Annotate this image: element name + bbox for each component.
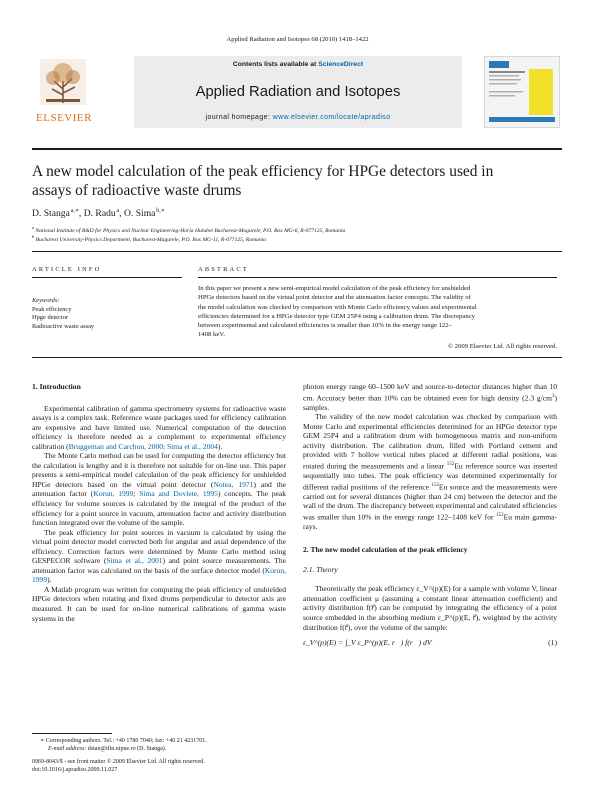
email-link[interactable]: dstan@ifin.nipne.ro (D. Stanga). <box>87 746 167 752</box>
intro-paragraph-2 <box>32 451 286 527</box>
elsevier-wordmark: ELSEVIER <box>36 112 92 124</box>
body-text: ). <box>47 575 52 585</box>
sciencedirect-link[interactable]: ScienceDirect <box>318 61 364 68</box>
article-info-heading: ARTICLE INFO <box>32 266 102 273</box>
journal-title: Applied Radiation and Isotopes <box>195 84 401 100</box>
running-head: Applied Radiation and Isotopes 68 (2010) 1418–1422 <box>226 36 369 43</box>
intro-paragraph-1 <box>32 404 286 452</box>
elsevier-logo <box>32 56 96 128</box>
right-paragraph-2: The validity of the new model calculation was checked by comparison with Monte Carlo and experimental efficiencies determined for an HPGe detector type GEM 25P4 and a calibration drum with homogeneous matrix and non-uniform activity distribution. The calibration drum, filled with Portland cement and provided with 7 hollow vertical tubes placed at different radial positions, was rotated during the measurements and a linear $^{152}$Eu reference source was inserted sequentially into tubes. The peak efficiency was determined experimentally for different radial positions of the reference $^{152}$Eu source and the measurements were carried out for several distances (higher than 24 cm) between the detector and the wall of the drum. The discrepancy between experimental and calculated efficiencies was smaller than 10% in the energy range 122–1408 keV for $^{152}$Eu main gamma-rays. <box>303 412 558 531</box>
intro-paragraph-4 <box>32 585 286 623</box>
keywords-label: Keywords: <box>32 297 60 304</box>
cover-art-icon <box>485 57 559 127</box>
body-text: ) and the attenuation factor ( <box>32 479 287 499</box>
abstract-copyright: © 2009 Elsevier Ltd. All rights reserved. <box>447 343 557 350</box>
affiliation-rule <box>32 251 562 252</box>
footnote: ∗ Corresponding authors. Tel.: +40 1780 7040; fax: +40 21 4231701. E-mail address: dstan@ifin.nipne.ro (D. Stanga). <box>40 738 207 752</box>
homepage-link[interactable]: www.elsevier.com/locate/apradiso <box>272 114 391 121</box>
article-title: A new model calculation of the peak efficiency for HPGe detectors used in assays of radioactive waste drums <box>32 163 494 199</box>
abstract-rule <box>198 277 557 278</box>
left-column <box>32 382 286 623</box>
keywords-block <box>32 297 94 331</box>
elsevier-tree-icon <box>40 59 86 105</box>
subsection-heading-theory: 2.1. Theory <box>303 564 338 574</box>
author-list: D. Stanga $^{a,∗}$, D. Radu $^a$, O. Sima $^{b,∗}$ <box>32 208 165 220</box>
theory-paragraph: Theoretically the peak efficiency ε_V^(p)(E) for a sample with volume V, linear attenuation coefficient μ (assuming a constant linear attenuation coefficient) and activity distribution f(r⃗) can be computed by integrating the efficiency of a point source embedded in the absorbing medium ε_P^(p)(E, r⃗), weighted by the activity distribution f(r⃗), over the volume of the sample: <box>303 584 557 632</box>
front-matter <box>32 758 292 774</box>
journal-masthead <box>32 56 562 130</box>
abstract-end-rule <box>32 357 562 358</box>
article-info-rule <box>32 277 182 278</box>
affiliation-b: $^b$ Bucharest University-Physics Department, Bucharest-Magurele, P.O. Box MG-11, R-077125, Romania <box>32 234 266 243</box>
citation-link[interactable]: Korun, 1999 <box>32 565 286 585</box>
abstract-heading: ABSTRACT <box>198 266 249 273</box>
body-text: A Matlab program was written for computing the peak efficiency of unshielded HPGe detectors when rotating and fixed drums perpendicular to detector axis are measured. It can be used for on-line numerical calibrations of gamma waste systems in the <box>32 584 286 623</box>
keyword: Hpge detector <box>32 314 69 322</box>
contents-line: Contents lists available at ScienceDirect <box>232 61 364 68</box>
body-text: ; <box>133 489 140 499</box>
equation-body: ε_V^(p)(E) = ∫_V ε_P^(p)(E, r⃗) f(r⃗) dV <box>303 638 432 648</box>
footnote-rule <box>32 733 112 734</box>
author[interactable]: D. Radu <box>83 208 116 220</box>
author[interactable]: D. Stanga <box>32 208 70 220</box>
body-text: The peak efficiency for point sources in vacuum is calculated by using the virtual point detector model corrected both for angular and axial dependence of the efficiency. Correction factors were determined by Monte Carlo method using GESPECOR software ( <box>32 527 286 566</box>
citation-link[interactable]: Sima et al., 2001 <box>106 556 163 566</box>
equation-1 <box>303 638 557 650</box>
abstract-text: In this paper we present a new semi-empirical model calculation of the peak efficiency for unshielded HPGe detectors based on the virtual point detector and the attenuation factor concepts. The validity of the model calculation was checked by comparison with Monte Carlo efficiency values and experimental efficiencies determined for a HPGe detector type GEM 25P4 using a calibration drum. The discrepancy between experimental and calculated efficiencies is smaller than 10% in the energy range 122– 1408 keV. <box>198 285 477 339</box>
author[interactable]: O. Sima <box>123 208 156 220</box>
right-paragraph-1: photon energy range 60–1500 keV and source-to-detector distances higher than 10 cm. Accuracy better than 10% can be obtained even for high density (2.3 $g/cm^3$) samples. <box>303 382 557 412</box>
keyword: Radioactive waste assay <box>32 322 95 330</box>
citation-link[interactable]: Notea, 1971 <box>213 479 254 489</box>
affiliation-a: $^a$ National Institute of R&D for Physics and Nuclear Engineering-Horia Hulubei Bucharest-Magurele, P.O. Box MG-6, R-077125, Romania <box>32 225 346 234</box>
body-text: The Monte Carlo method can be used for computing the detector efficiency but the calculation is lengthy and it is therefore not suitable for on-line use. This paper presents a semi-empirical model calculation of the peak efficiency for unshielded HPGe detectors based on the virtual point detector ( <box>32 451 286 489</box>
citation-link[interactable]: Sima and Dovlete, 1995 <box>139 489 218 499</box>
citation-link[interactable]: Korun, 1999 <box>93 489 134 499</box>
equation-number: (1) <box>548 638 557 648</box>
body-text: Experimental calibration of gamma spectrometry systems for radioactive waste assays is a complex task. Reference waste packages used for efficiency calibration are expensive and have limited use. Numerical computation of the detection efficiency is therefore needed as a complement to experimental efficiency calibration ( <box>32 403 286 451</box>
keyword: Peak efficiency <box>32 305 72 313</box>
right-column <box>303 382 557 650</box>
intro-paragraph-3 <box>32 528 286 585</box>
journal-banner <box>134 56 462 128</box>
journal-cover-thumbnail <box>484 56 560 128</box>
journal-homepage: journal homepage: www.elsevier.com/locate/apradiso <box>205 114 391 121</box>
section-heading-introduction: 1. Introduction <box>32 382 81 391</box>
issn-line: 0969-8043/$ - see front matter © 2009 Elsevier Ltd. All rights reserved. <box>32 759 205 765</box>
body-text: ) concepts. The peak efficiency for volume sources is calculated by the integral of the product of the efficiency for a point source in vacuum, attenuation factor and activity distribution function integrated over the volume of the sample. <box>32 489 286 528</box>
section-heading-model: 2. The new model calculation of the peak efficiency <box>303 545 468 555</box>
citation-link[interactable]: Bruggeman and Carchon, 2000; Sima et al., 2004 <box>68 441 218 451</box>
body-text: ). <box>217 441 223 451</box>
header-rule <box>32 148 562 150</box>
doi-line[interactable]: doi:10.1016/j.apradiso.2009.11.027 <box>32 767 118 773</box>
body-text: ) and point source measurements. The attenuation factor was calculated on the basis of the surface detector model ( <box>32 556 286 575</box>
